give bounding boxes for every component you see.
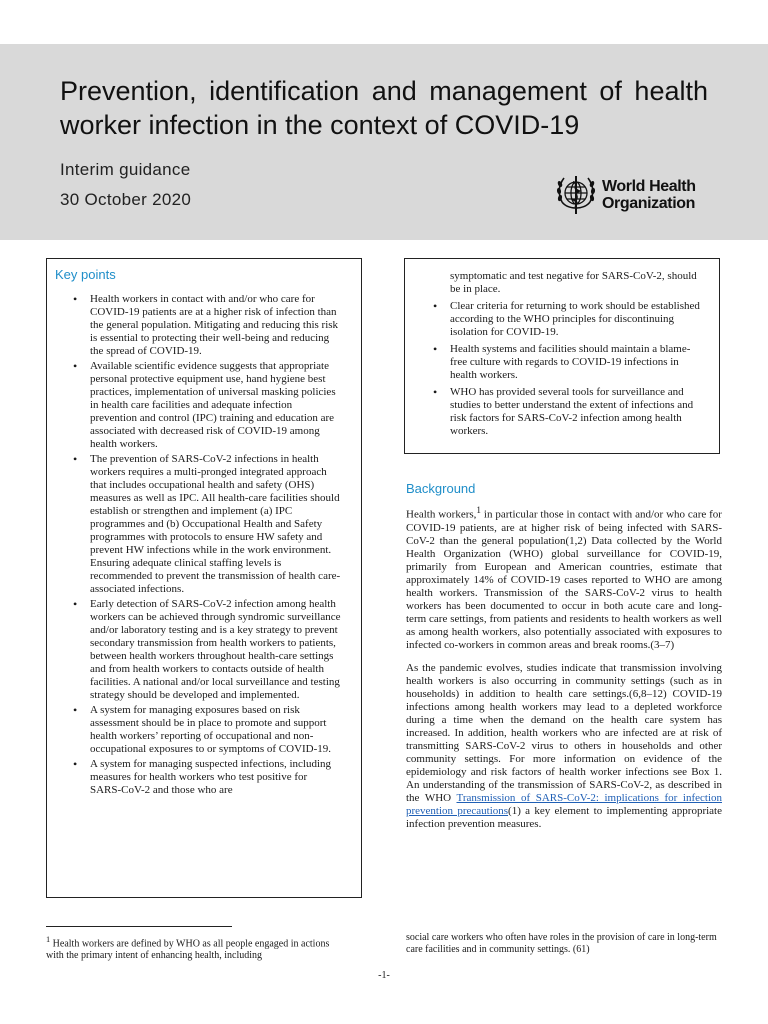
footnote-left bbox=[46, 934, 346, 962]
key-points-box bbox=[46, 258, 362, 898]
background-heading: Background bbox=[406, 481, 476, 496]
footnote-marker: 1 bbox=[46, 935, 51, 944]
key-point-item: • Clear criteria for returning to work should be established according to the WHO principles for discontinuing isolation for COVID-19. bbox=[405, 300, 719, 339]
p1-text-start: Health workers, bbox=[406, 508, 477, 521]
p1-text-end: in particular those in contact with and/or who care for COVID-19 patients, are at higher risk of being infected with SARS-CoV-2 than the general population(1,2) Data collected by the World Health Organization (WHO) global surveillance for COVID-19, primarily from European and American countries, estimate that approximately 14% of COVID-19 cases reported to WHO are among health workers. Transmission of the SARS-CoV-2 virus to health workers has been documented to occur in both acute care and long-term care settings, from patients and residents to health workers as well as among health workers, also potentially associated with exposures to infected co-workers in common areas and break rooms.(3–7) bbox=[406, 508, 722, 651]
who-logo-text bbox=[602, 178, 696, 212]
key-point-item: • A system for managing suspected infections, including measures for health workers who test positive for SARS-CoV-2 and those who are bbox=[47, 758, 361, 797]
document-date: 30 October 2020 bbox=[60, 190, 192, 209]
background-paragraph-2 bbox=[406, 662, 722, 831]
document-subtitle: Interim guidance bbox=[60, 160, 191, 179]
key-points-list bbox=[47, 293, 361, 799]
page-title: Prevention, identification and management of health worker infection in the context of COVID-19 bbox=[60, 76, 708, 140]
transmission-guidance-link[interactable]: Transmission of SARS-CoV-2: implications for infection prevention precautions bbox=[406, 791, 722, 817]
key-point-continuation: symptomatic and test negative for SARS-CoV-2, should be in place. bbox=[450, 270, 697, 295]
key-point-item: • The prevention of SARS-CoV-2 infections in health workers requires a multi-pronged integrated approach that includes occupational health and safety (OHS) measures as well as IPC. All health-care facilities should establish or strengthen and implement (a) IPC programmes and (b) Occupational Health and Safety programmes with protocols to ensure HW safety and prevent HW infections while in the work environment. Ensuring adequate clinical staffing levels is recommended to prevent the transmission of health care-associated infections. bbox=[47, 453, 361, 596]
who-logo bbox=[554, 172, 710, 220]
p2-text-end: (1) a key element to implementing appropriate infection prevention measures. bbox=[406, 804, 722, 830]
key-points-continued-list bbox=[405, 300, 719, 442]
footnote-right: social care workers who often have roles in the provision of care in long-term care facilities and in community settings. (61) bbox=[406, 932, 717, 955]
background-section bbox=[406, 504, 722, 841]
key-point-item: • Health workers in contact with and/or who care for COVID-19 patients are at a higher risk of infection than the general population. Mitigating and reducing this risk is essential to protecting their well-being and reducing the spread of COVID-19. bbox=[47, 293, 361, 358]
key-points-continued-box bbox=[404, 258, 720, 454]
key-point-item: • Available scientific evidence suggests that appropriate personal protective equipment use, hand hygiene best practices, implementation of universal masking policies in health care facilities and adequate infection prevention and control (IPC) training and education are associated with decreased risk of COVID-19 among health workers. bbox=[47, 360, 361, 451]
footnote-divider bbox=[46, 926, 232, 927]
footnote-left-text: Health workers are defined by WHO as all people engaged in actions with the primary intent of enhancing health, including bbox=[46, 938, 330, 962]
footnote-ref[interactable]: 1 bbox=[476, 505, 481, 515]
who-logo-line2: Organization bbox=[602, 195, 695, 212]
page-number: -1- bbox=[378, 970, 390, 981]
who-logo-line1: World Health bbox=[602, 178, 696, 195]
key-point-item: • Health systems and facilities should maintain a blame-free culture with regards to COVID-19 infections in health workers. bbox=[405, 343, 719, 382]
who-emblem-icon bbox=[554, 172, 598, 218]
key-point-item: • WHO has provided several tools for surveillance and studies to better understand the extent of infections and risk factors for SARS-CoV-2 infection among health workers. bbox=[405, 386, 719, 438]
key-points-heading: Key points bbox=[55, 267, 116, 282]
p2-text-start: As the pandemic evolves, studies indicate that transmission involving health workers is also occurring in community settings (such as in households) in addition to health care settings.(6,8–12) COVID-19 infections among health workers may lead to a depleted workforce during a time when the demand on the health care system has increased. In addition, health workers who are infected are at risk of transmitting SARS-CoV-2 virus to others in households and other community settings. For more information on evidence of the epidemiology and risk factors of health worker infections see Box 1. An understanding of the transmission of SARS-CoV-2, as described in the WHO bbox=[406, 661, 722, 804]
background-paragraph-1 bbox=[406, 504, 722, 652]
key-point-item: • Early detection of SARS-CoV-2 infection among health workers can be achieved through syndromic surveillance and/or laboratory testing and is a key strategy to prevent secondary transmission from health workers to patients, between health workers throughout health-care settings and from health workers to contacts outside of health facilities. A national and/or local surveillance and testing strategy should be developed and implemented. bbox=[47, 598, 361, 702]
key-point-item: • A system for managing exposures based on risk assessment should be in place to promote and support health workers’ reporting of occupational and non-occupational exposures to or symptoms of COVID-19. bbox=[47, 704, 361, 756]
